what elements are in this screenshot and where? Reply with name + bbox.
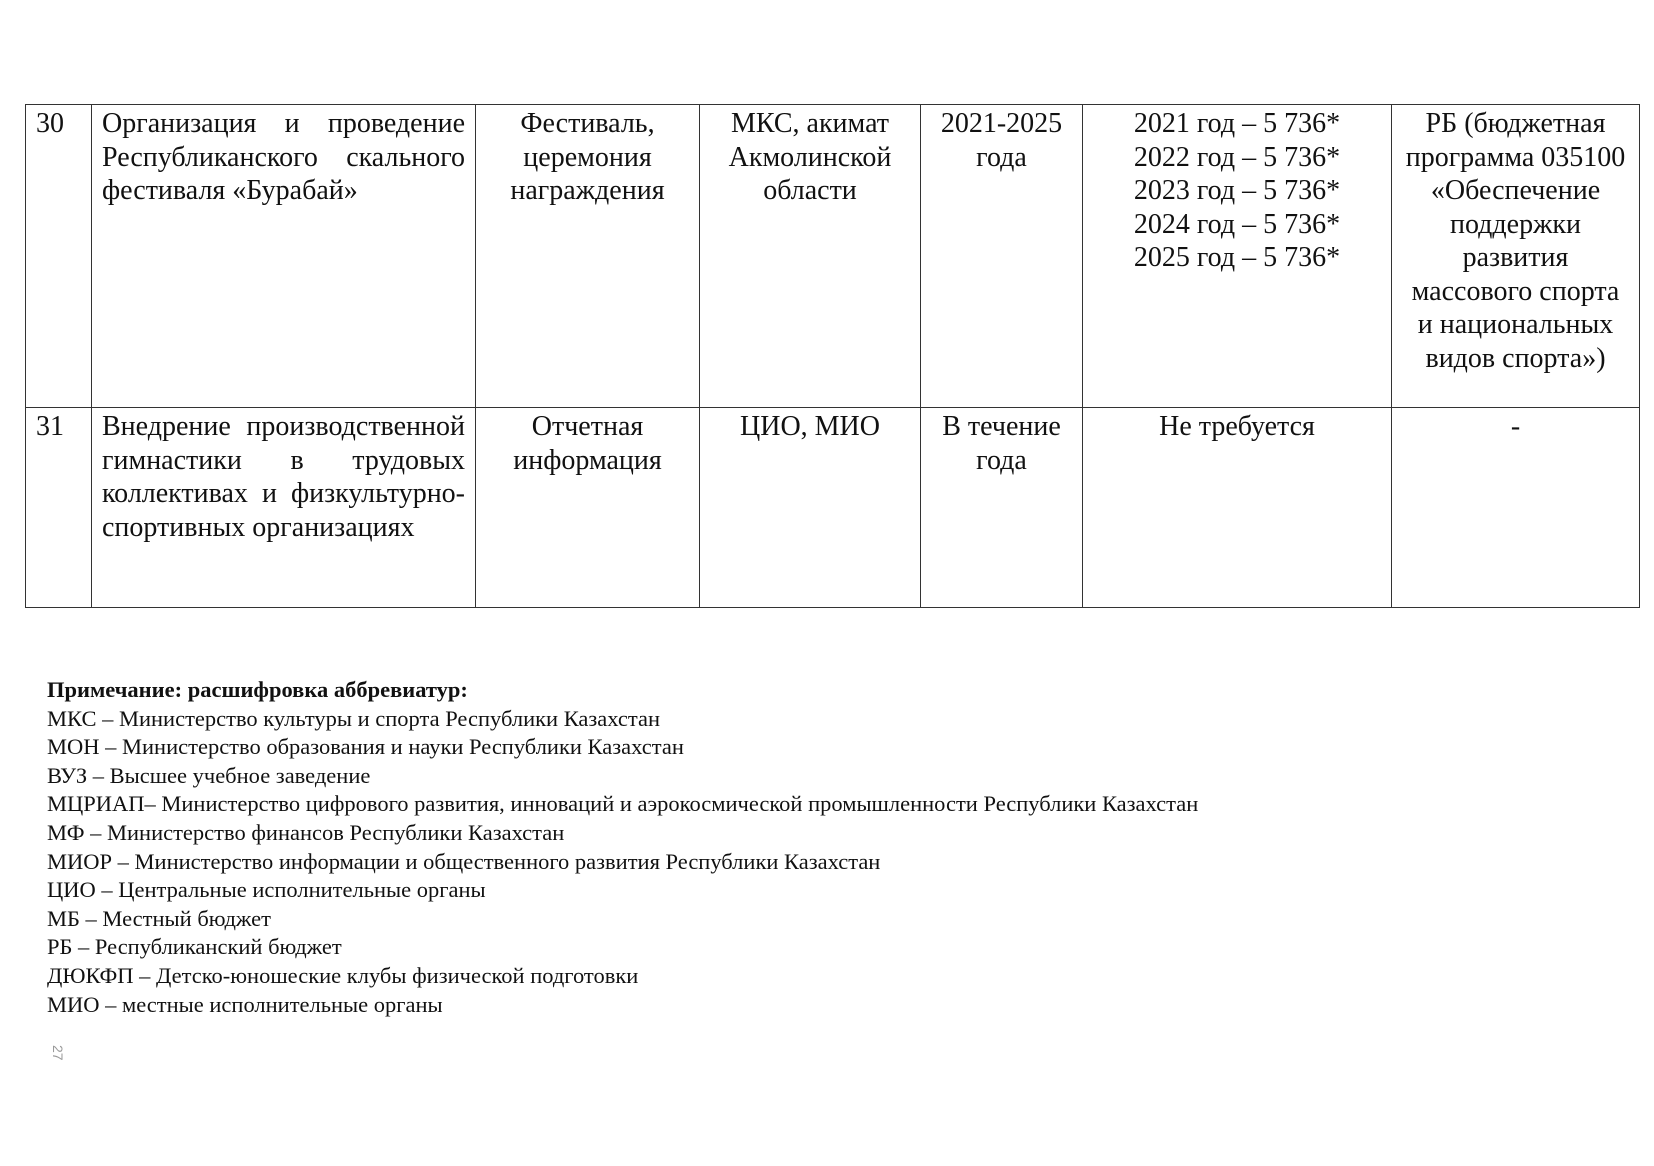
- row-number: 31: [26, 408, 92, 608]
- funding-amount: Не требуется: [1159, 411, 1315, 442]
- abbreviation-item: МЦРИАП– Министерство цифрового развития, инноваций и аэрокосмической промышленности Республики Казахстан: [47, 791, 1199, 817]
- abbreviations-note: [47, 676, 1198, 1019]
- responsible-party: ЦИО, МИО: [700, 408, 921, 608]
- note-heading: Примечание: расшифровка аббревиатур:: [47, 677, 468, 702]
- row-number: 30: [26, 105, 92, 408]
- period: 2021-2025 года: [921, 105, 1083, 408]
- table-row: [26, 408, 1640, 608]
- table-row: [26, 105, 1640, 408]
- funding-source: -: [1392, 408, 1640, 608]
- abbreviation-item: МКС – Министерство культуры и спорта Республики Казахстан: [47, 705, 661, 731]
- funding-source: РБ (бюджетная программа 035100 «Обеспечение поддержки развития массового спорта и национальных видов спорта»): [1392, 105, 1640, 408]
- event-name: Организация и проведение Республиканского скального фестиваля «Бурабай»: [92, 105, 476, 408]
- funding-amount: 2021 год – 5 736*: [1133, 108, 1341, 139]
- period: В течение года: [921, 408, 1083, 608]
- abbreviation-item: РБ – Республиканский бюджет: [47, 934, 342, 960]
- funding-amount: 2022 год – 5 736*: [1133, 141, 1341, 173]
- abbreviation-item: ЦИО – Центральные исполнительные органы: [47, 877, 486, 903]
- abbreviation-item: МИО – местные исполнительные органы: [47, 991, 443, 1017]
- funding-amount: 2023 год – 5 736*: [1133, 175, 1341, 206]
- abbreviation-item: ДЮКФП – Детско-юношеские клубы физической подготовки: [47, 962, 639, 988]
- event-name: Внедрение производственной гимнастики в трудовых коллективах и физкультурно-спортивных организациях: [92, 408, 476, 608]
- responsible-party: МКС, акимат Акмолинской области: [700, 105, 921, 408]
- abbreviation-item: МОН – Министерство образования и науки Республики Казахстан: [47, 734, 684, 760]
- funding-amount: 2025 год – 5 736*: [1133, 242, 1341, 273]
- funding-amount: 2024 год – 5 736*: [1133, 208, 1341, 240]
- abbreviation-item: ВУЗ – Высшее учебное заведение: [47, 762, 371, 788]
- completion-form: Фестиваль, церемония награждения: [476, 105, 700, 408]
- abbreviation-item: МФ – Министерство финансов Республики Казахстан: [47, 819, 565, 845]
- action-plan-table: [25, 104, 1640, 608]
- funding-amounts: [1083, 105, 1392, 408]
- abbreviation-item: МИОР – Министерство информации и общественного развития Республики Казахстан: [47, 848, 881, 874]
- completion-form: Отчетная информация: [476, 408, 700, 608]
- funding-amounts: [1083, 408, 1392, 608]
- abbreviation-item: МБ – Местный бюджет: [47, 905, 271, 931]
- page-number: 27: [50, 1045, 66, 1061]
